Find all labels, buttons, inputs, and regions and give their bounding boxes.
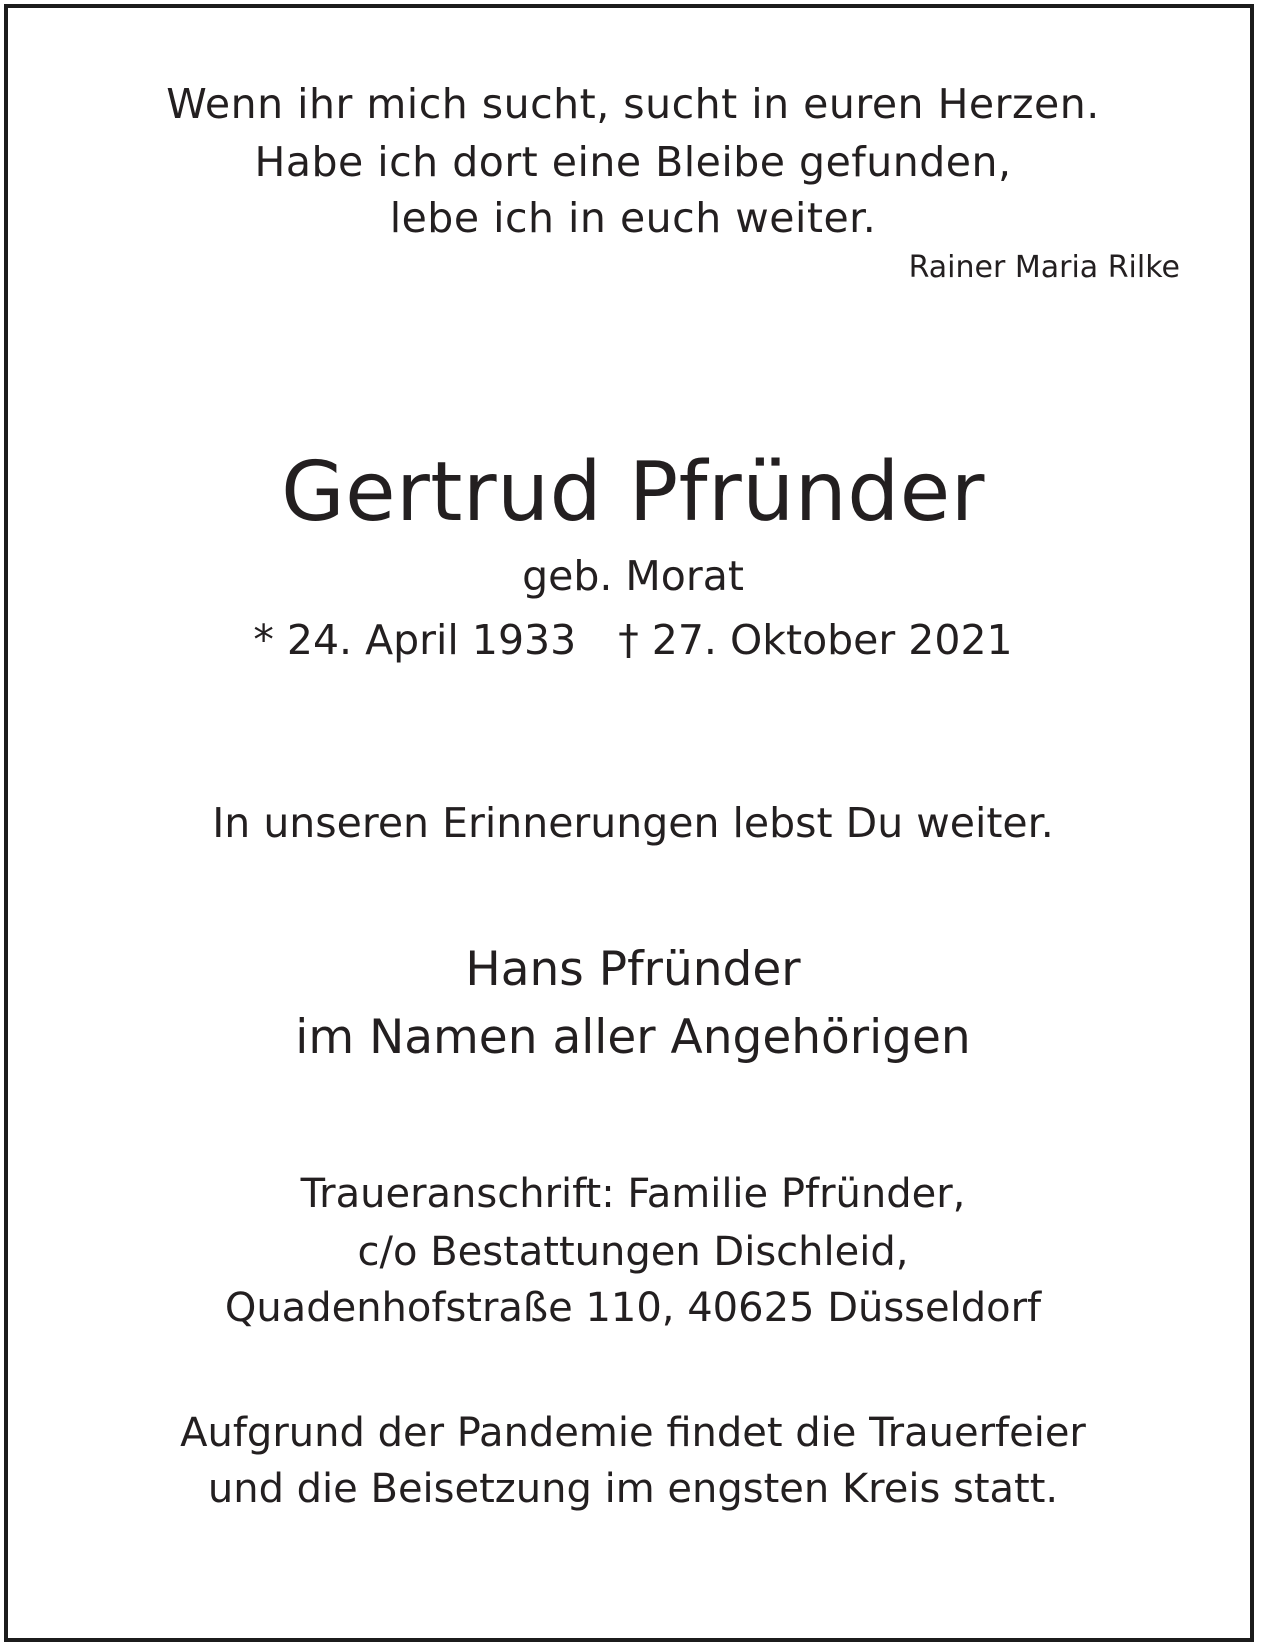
quote-line-1: Wenn ihr mich sucht, sucht in euren Herzen. xyxy=(166,80,1100,128)
signature-name: Hans Pfründer xyxy=(465,942,801,997)
quote-author: Rainer Maria Rilke xyxy=(908,250,1180,285)
signature-on-behalf: im Namen aller Angehörigen xyxy=(295,1010,971,1065)
memory-text: In unseren Erinnerungen lebst Du weiter. xyxy=(212,799,1054,847)
quote-line-2: Habe ich dort eine Bleibe gefunden, xyxy=(254,138,1012,186)
birth-date: * 24. April 1933 xyxy=(253,616,577,664)
maiden-name: geb. Morat xyxy=(522,552,744,600)
deceased-name: Gertrud Pfründer xyxy=(281,445,985,540)
address-line-1: Traueranschrift: Familie Pfründer, xyxy=(300,1171,966,1217)
quote-line-3: lebe ich in euch weiter. xyxy=(389,194,877,242)
address-line-3: Quadenhofstraße 110, 40625 Düsseldorf xyxy=(224,1285,1042,1331)
obituary-frame xyxy=(4,4,1254,1642)
life-dates xyxy=(8,616,1258,664)
notice-line-2: und die Beisetzung im engsten Kreis statt. xyxy=(207,1466,1059,1512)
death-date: † 27. Oktober 2021 xyxy=(618,616,1013,664)
notice-line-1: Aufgrund der Pandemie findet die Trauerfeier xyxy=(180,1410,1086,1456)
address-line-2: c/o Bestattungen Dischleid, xyxy=(357,1229,909,1275)
